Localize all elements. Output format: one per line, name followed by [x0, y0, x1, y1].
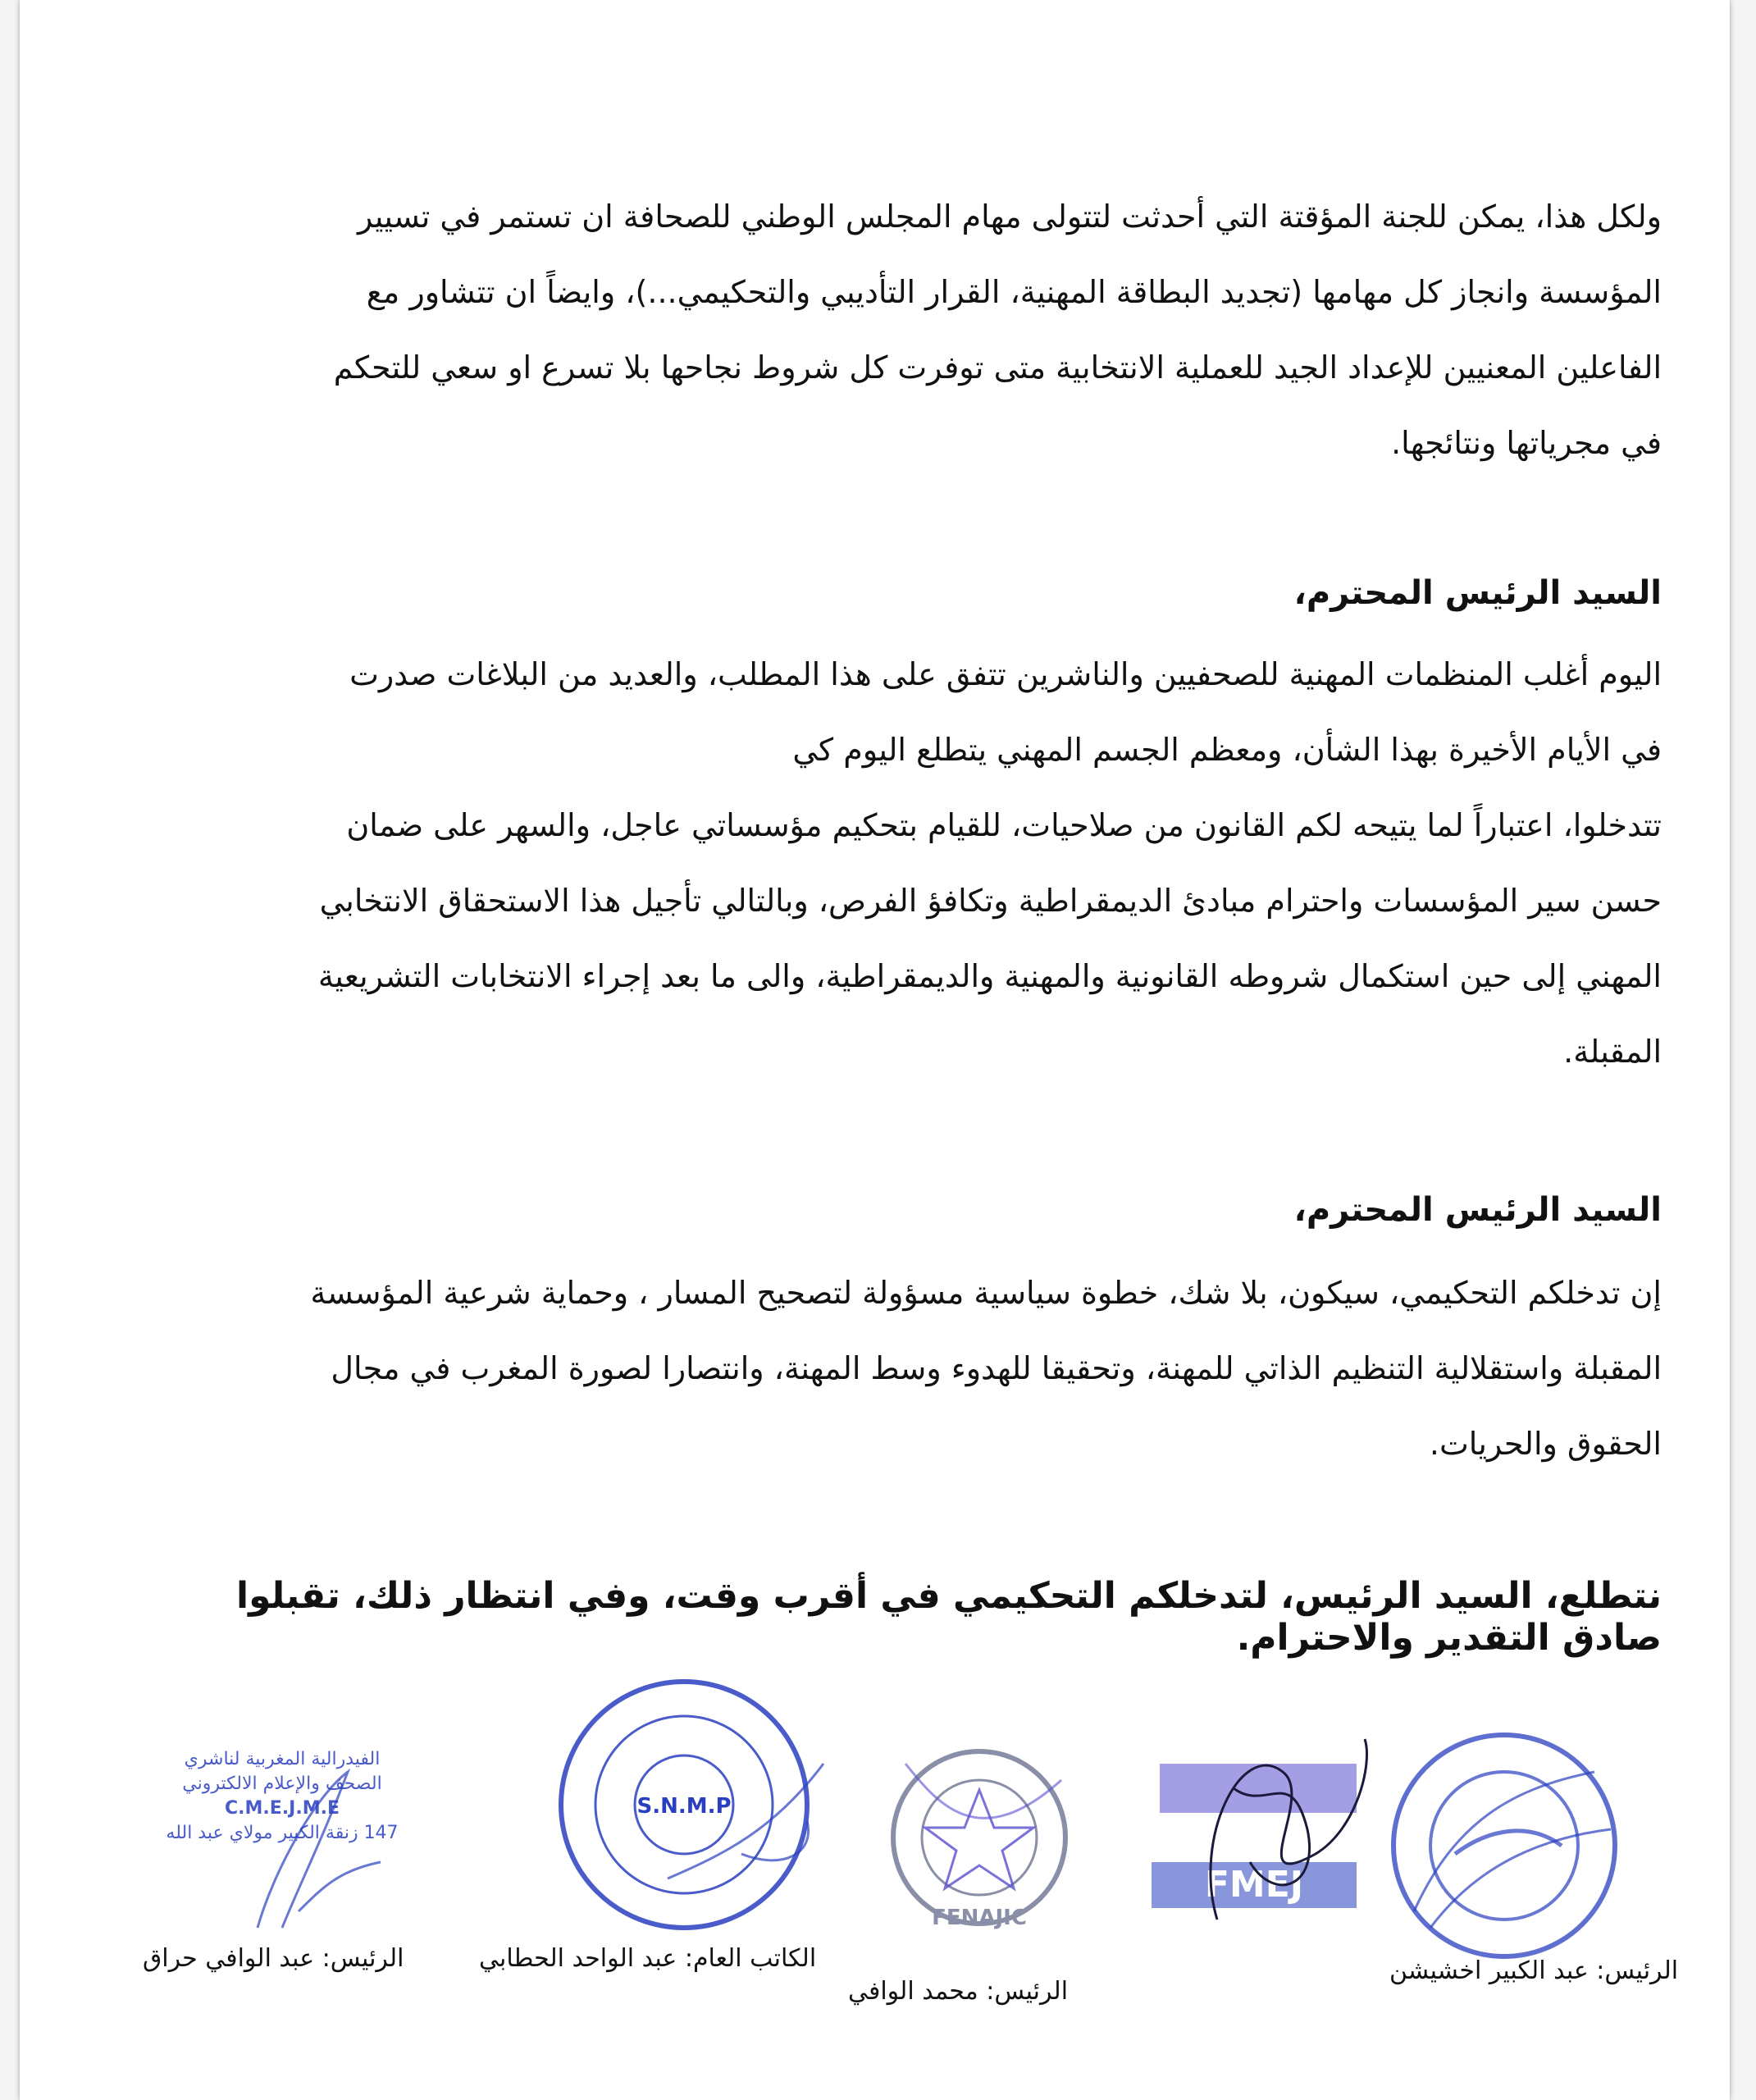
salutation-heading-1: السيد الرئيس المحترم، [1293, 574, 1662, 612]
paragraph-1 [144, 179, 1662, 481]
signatory-2-label: الرئيس: محمد الوافي [848, 1977, 1069, 2006]
paragraph-2-line: تتدخلوا، اعتباراً لما يتيحه لكم القانون من صلاحيات، للقيام بتحكيم مؤسساتي عاجل، والسهر على ضمان [346, 807, 1662, 843]
stamp-line: الفيدرالية المغربية لناشري [184, 1749, 381, 1769]
stamp-line: الصحف والإعلام الالكتروني [182, 1774, 382, 1794]
fmej-stamp-text: FMEJ [1204, 1864, 1304, 1906]
stamp-line: C.M.E.J.M.E [225, 1798, 340, 1819]
signatory-3-label: الكاتب العام: عبد الواحد الحطابي [479, 1944, 817, 1973]
paragraph-3-line: المقبلة واستقلالية التنظيم الذاتي للمهنة، وتحقيقا للهدوء وسط المهنة، وانتصارا لصورة المغرب في مجال [331, 1350, 1662, 1386]
paragraph-3 [144, 1255, 1662, 1481]
fenajic-round-stamp [881, 1731, 1078, 1944]
paragraph-3-line: الحقوق والحريات. [1429, 1426, 1662, 1462]
fenajic-stamp-text: FENAJIC [932, 1906, 1027, 1930]
document-page [20, 0, 1730, 2100]
signatory-1-label: الرئيس: عبد الكبير اخشيشن [1389, 1956, 1679, 1985]
closing-statement: نتطلع، السيد الرئيس، لتدخلكم التحكيمي في أقرب وقت، وفي انتظار ذلك، تقبلوا صادق التقدير والاحترام. [236, 1575, 1662, 1659]
snmp-round-stamp [545, 1665, 840, 1961]
paragraph-2-line: اليوم أغلب المنظمات المهنية للصحفيين والناشرين تتفق على هذا المطلب، والعديد من البلاغات صدرت [349, 656, 1662, 692]
stamp-line: 147 زنقة الكبير مولاي عبد الله [166, 1823, 399, 1843]
paragraph-2 [144, 637, 1662, 1089]
cmejme-text-stamp [135, 1747, 430, 1944]
snmp-stamp-text: S.N.M.P [636, 1794, 732, 1819]
association-round-stamp [1381, 1723, 1627, 1969]
fmej-rectangular-stamp [1143, 1714, 1381, 1961]
paragraph-3-line: إن تدخلكم التحكيمي، سيكون، بلا شك، خطوة سياسية مسؤولة لتصحيح المسار ، وحماية شرعية المؤسسة [310, 1275, 1662, 1311]
paragraph-2-line: حسن سير المؤسسات واحترام مبادئ الديمقراطية وتكافؤ الفرص، وبالتالي تأجيل هذا الاستحقاق الانتخابي [319, 883, 1662, 919]
paragraph-1-line: الفاعلين المعنيين للإعداد الجيد للعملية الانتخابية متى توفرت كل شروط نجاحها بلا تسرع او سعي للتحكم [333, 349, 1662, 386]
paragraph-1-line: ولكل هذا، يمكن للجنة المؤقتة التي أحدثت لتتولى مهام المجلس الوطني للصحافة ان تستمر في تسيير [357, 199, 1662, 235]
paragraph-2-line: المهني إلى حين استكمال شروطه القانونية والمهنية والديمقراطية، والى ما بعد إجراء الانتخابات التشريعية [317, 958, 1662, 994]
paragraph-2-line: في الأيام الأخيرة بهذا الشأن، ومعظم الجسم المهني يتطلع اليوم كي [792, 732, 1662, 768]
paragraph-2-line: المقبلة. [1563, 1034, 1662, 1070]
salutation-heading-2: السيد الرئيس المحترم، [1293, 1191, 1662, 1229]
paragraph-1-line: في مجرياتها ونتائجها. [1391, 425, 1662, 461]
paragraph-1-line: المؤسسة وانجاز كل مهامها (تجديد البطاقة المهنية، القرار التأديبي والتحكيمي...)، وايضاً ان تتشاور مع [366, 274, 1662, 310]
signatory-4-label: الرئيس: عبد الوافي حراق [143, 1944, 404, 1973]
